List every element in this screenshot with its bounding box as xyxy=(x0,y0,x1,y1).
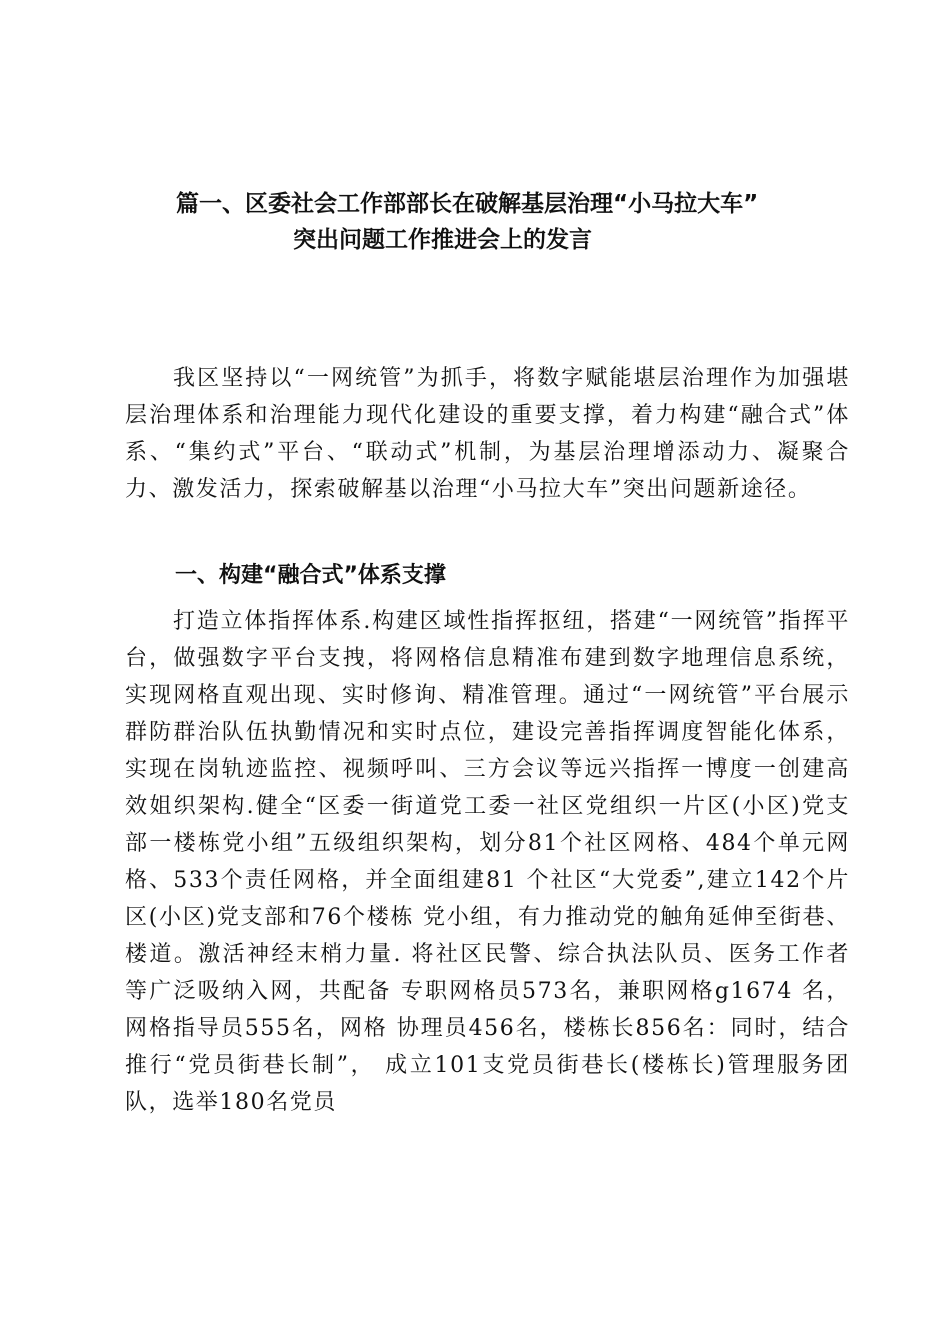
title-line-1: 篇一、区委社会工作部部长在破解基层治理“小马拉大车” xyxy=(176,191,759,217)
section-heading-1: 一、构建“融合式”体系支撑 xyxy=(175,563,446,588)
title-line-2: 突出问题工作推进会上的发言 xyxy=(293,227,592,253)
section-1-paragraph: 打造立体指挥体系.构建区域性指挥抠纽，搭建“一网统管”指挥平台，做强数字平台支拽，将网格信息精准布建到数字地理信息系统，实现网格直观出现、实时修询、精准管理。通过“一网统管”平台展示群防群治队伍执勤情况和实时点位，建设完善指挥调度智能化体系，实现在岗轨迹监控、视频呼叫、三方会议等远兴指挥一博度一创建高效姐织架构.健全“区委一街道党工委一社区党组织一片区(小区)党支部一楼栋党小组”五级组织架构，划分81个社区网格、484个单元网格、533个责任网格，并全面组建81 个社区“大党委”,建立142个片区(小区)党支部和76个楼栋 党小组，有力推动党的触角延伸至街巷、楼道。激活神经末梢力量. 将社区民警、综合执法队员、医务工作者等广泛吸纳入网，共配备 专职网格员573名，兼职网格g1674 名，网格指导员555名，网格 协理员456名，楼栋长856名：同时，结合推行“党员街巷长制”， 成立101支党员街巷长(楼栋长)管理服务团队，选举180名党员 xyxy=(125,609,850,1115)
intro-paragraph: 我区坚持以“一网统管”为抓手，将数字赋能堪层治理作为加强堪层治理体系和治理能力现代化建设的重要支撑，着力构建“融合式”体系、“集约式”平台、“联动式”机制，为基层治理增添动力、凝聚合力、激发活力，探索破解基以治理“小马拉大车”突出问题新途径。 xyxy=(125,366,850,502)
